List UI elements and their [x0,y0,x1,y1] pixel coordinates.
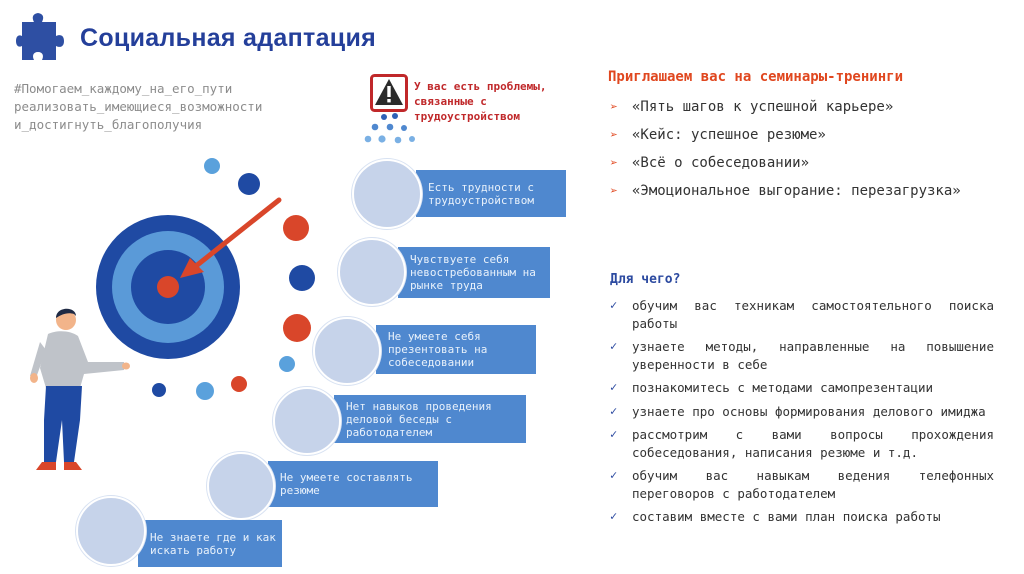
arrow-bullet-icon: ➢ [610,184,618,199]
step-box-5 [268,461,438,507]
arrow-bullet-icon: ➢ [610,100,618,115]
step-text: Чувствуете себя невостребованным на рынке труда [410,253,536,292]
list-item: ➢ «Эмоциональное выгорание: перезагрузка» [610,180,1000,203]
list-item: ➢ «Пять шагов к успешной карьере» [610,96,1000,119]
list-item: ✓ составим вместе с вами план поиска работы [610,509,941,524]
step-text: Есть трудности с трудоустройством [428,180,534,207]
why-title: Для чего? [610,272,681,287]
check-icon: ✓ [610,298,618,312]
hashtag-text: #Помогаем_каждому_на_его_пути реализовать_имеющиеся_возможности и_достигнуть_благополучия [14,81,263,132]
check-icon: ✓ [610,403,618,418]
step-text: Не знаете где и как искать работу [150,530,276,557]
list-item: ✓ обучим вас навыкам ведения телефонных переговоров с работодателем [610,468,994,501]
step-box-1 [416,170,566,217]
step-text: Нет навыков проведения деловой беседы с работодателем [346,399,492,439]
exclamation-icon [370,74,408,112]
why-list [610,297,994,532]
list-item: ➢ «Всё о собеседовании» [610,152,1000,175]
step-circle-2 [338,238,406,306]
step-circle-6 [76,496,146,566]
arrow-bullet-icon: ➢ [610,128,618,143]
check-icon: ✓ [610,468,618,482]
list-item: ✓ обучим вас техникам самостоятельного поиска работы [610,298,994,331]
list-item: ➢ «Кейс: успешное резюме» [610,124,1000,147]
step-circle-4 [273,387,341,455]
step-text: Не умеете себя презентовать на собеседовании [388,330,488,369]
step-box-6 [138,520,282,567]
step-circle-5 [207,452,275,520]
seminars-title: Приглашаем вас на семинары-тренинги [608,69,904,85]
seminars-list [610,96,1000,208]
step-text: Не умеете составлять резюме [280,471,413,497]
step-circle-3 [313,317,381,385]
check-icon: ✓ [610,427,618,441]
list-item: ✓ рассмотрим с вами вопросы прохождения собеседования, написания резюме и т.д. [610,427,994,460]
step-box-2 [398,247,550,298]
puzzle-piece-icon [16,8,66,66]
arrow-bullet-icon: ➢ [610,156,618,171]
list-item: ✓ познакомитесь с методами самопрезентации [610,380,934,395]
check-icon: ✓ [610,380,618,394]
step-circle-1 [352,159,422,229]
step-box-3 [376,325,536,374]
page-title: Социальная адаптация [80,24,377,52]
alert-text: У вас есть проблемы, связанные с трудоустройством [414,80,547,123]
step-box-4 [334,395,526,443]
list-item: ✓ узнаете про основы формирования делового имиджа [610,403,986,419]
list-item: ✓ узнаете методы, направленные на повышение уверенности в себе [610,339,994,372]
check-icon: ✓ [610,339,618,353]
check-icon: ✓ [610,509,618,523]
